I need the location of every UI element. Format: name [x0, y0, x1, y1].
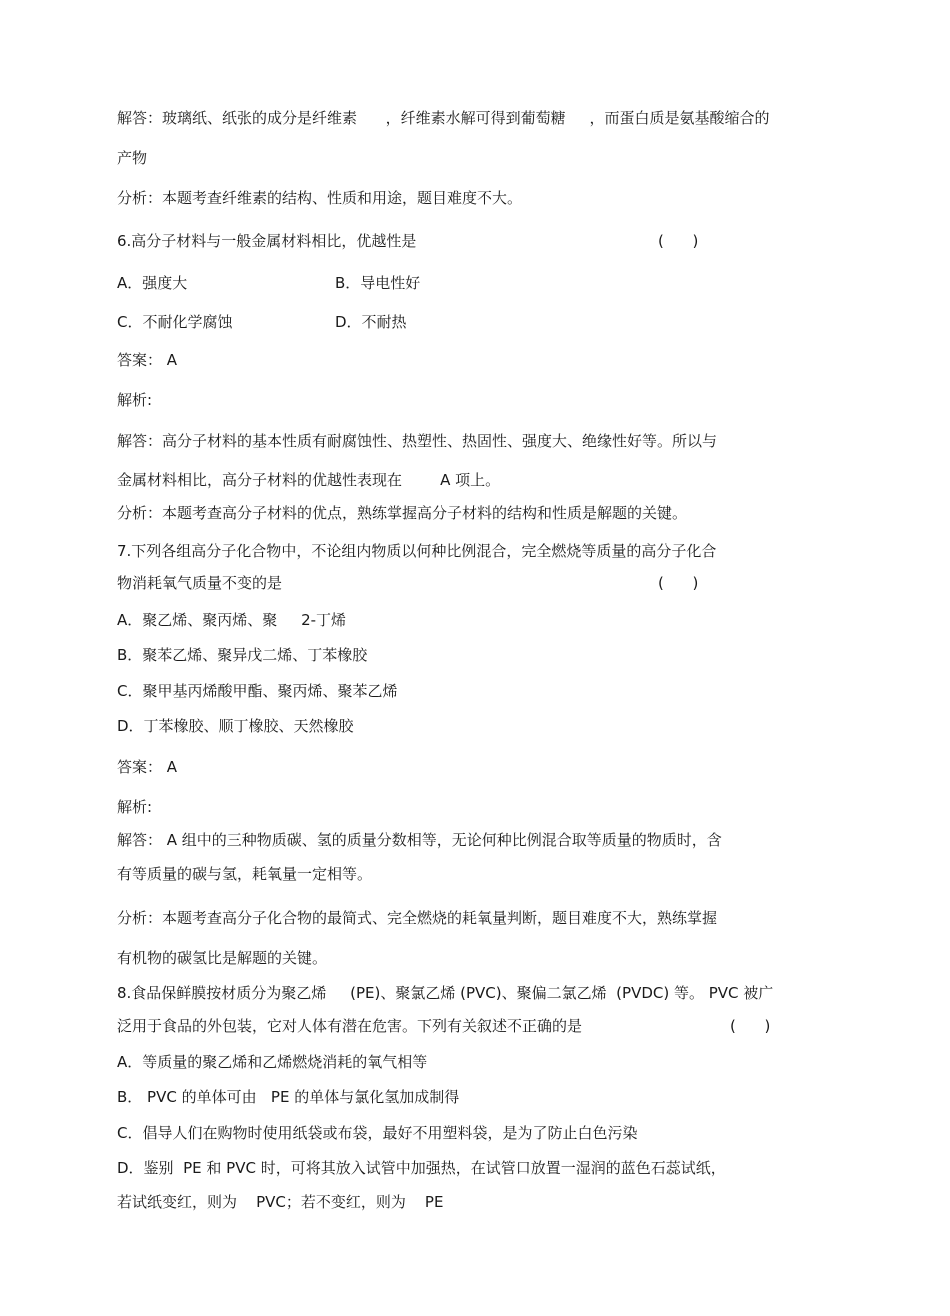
question-7-stem-line-2: 物消耗氧气质量不变的是 [117, 574, 283, 592]
question-7-stem-line-1: 7.下列各组高分子化合物中，不论组内物质以何种比例混合，完全燃烧等质量的高分子化合 [117, 542, 717, 560]
question-6-stem: 6.高分子材料与一般金属材料相比，优越性是 [117, 232, 417, 250]
question-7-explain-line-1: 解答： A 组中的三种物质碳、氢的质量分数相等，无论何种比例混合取等质量的物质时，含 [117, 831, 722, 849]
question-6-explain-label: 解析: [117, 391, 153, 409]
question-8-stem-line-1: 8.食品保鲜膜按材质分为聚乙烯 (PE)、聚氯乙烯 (PVC)、聚偏二氯乙烯 (PVDC) 等。 PVC 被广 [117, 984, 774, 1002]
question-7-explain-label: 解析: [117, 798, 153, 816]
question-8-answer-blank: ( ) [730, 1017, 771, 1035]
question-8-stem-line-2: 泛用于食品的外包装，它对人体有潜在危害。下列有关叙述不正确的是 [117, 1017, 583, 1035]
answer-text-line-2: 产物 [117, 149, 148, 167]
question-7-option-b: B．聚苯乙烯、聚异戊二烯、丁苯橡胶 [117, 646, 368, 664]
answer-text-line-1: 解答：玻璃纸、纸张的成分是纤维素 ，纤维素水解可得到葡萄糖 ，而蛋白质是氨基酸缩合的 [117, 109, 770, 127]
question-8-option-d-line-1: D．鉴别 PE 和 PVC 时，可将其放入试管中加强热，在试管口放置一湿润的蓝色石蕊试纸， [117, 1159, 726, 1177]
question-6-option-a: A．强度大 [117, 274, 188, 292]
question-8-option-a: A．等质量的聚乙烯和乙烯燃烧消耗的氧气相等 [117, 1053, 428, 1071]
question-6-answer: 答案： A [117, 351, 178, 369]
question-7-option-d: D．丁苯橡胶、顺丁橡胶、天然橡胶 [117, 717, 354, 735]
question-7-analysis-line-2: 有机物的碳氢比是解题的关键。 [117, 949, 328, 967]
question-6-explain-line-2: 金属材料相比，高分子材料的优越性表现在 A 项上。 [117, 471, 501, 489]
question-6-option-d: D．不耐热 [335, 313, 407, 331]
question-7-option-c: C．聚甲基丙烯酸甲酯、聚丙烯、聚苯乙烯 [117, 682, 398, 700]
question-8-option-d-line-2: 若试纸变红，则为 PVC；若不变红，则为 PE [117, 1193, 444, 1211]
question-6-option-c: C．不耐化学腐蚀 [117, 313, 233, 331]
question-7-answer: 答案： A [117, 758, 178, 776]
question-6-option-b: B．导电性好 [335, 274, 421, 292]
question-7-explain-line-2: 有等质量的碳与氢，耗氧量一定相等。 [117, 865, 373, 883]
question-7-answer-blank: ( ) [658, 574, 699, 592]
question-7-option-a: A．聚乙烯、聚丙烯、聚 2-丁烯 [117, 611, 347, 629]
question-6-explain-line-1: 解答：高分子材料的基本性质有耐腐蚀性、热塑性、热固性、强度大、绝缘性好等。所以与 [117, 432, 718, 450]
question-8-option-c: C．倡导人们在购物时使用纸袋或布袋，最好不用塑料袋，是为了防止白色污染 [117, 1124, 638, 1142]
question-6-answer-blank: ( ) [658, 232, 699, 250]
question-6-analysis: 分析：本题考查高分子材料的优点，熟练掌握高分子材料的结构和性质是解题的关键。 [117, 504, 688, 522]
question-8-option-b: B． PVC 的单体可由 PE 的单体与氯化氢加成制得 [117, 1088, 460, 1106]
question-7-analysis-line-1: 分析：本题考查高分子化合物的最简式、完全燃烧的耗氧量判断，题目难度不大，熟练掌握 [117, 909, 718, 927]
analysis-text: 分析：本题考查纤维素的结构、性质和用途，题目难度不大。 [117, 189, 523, 207]
